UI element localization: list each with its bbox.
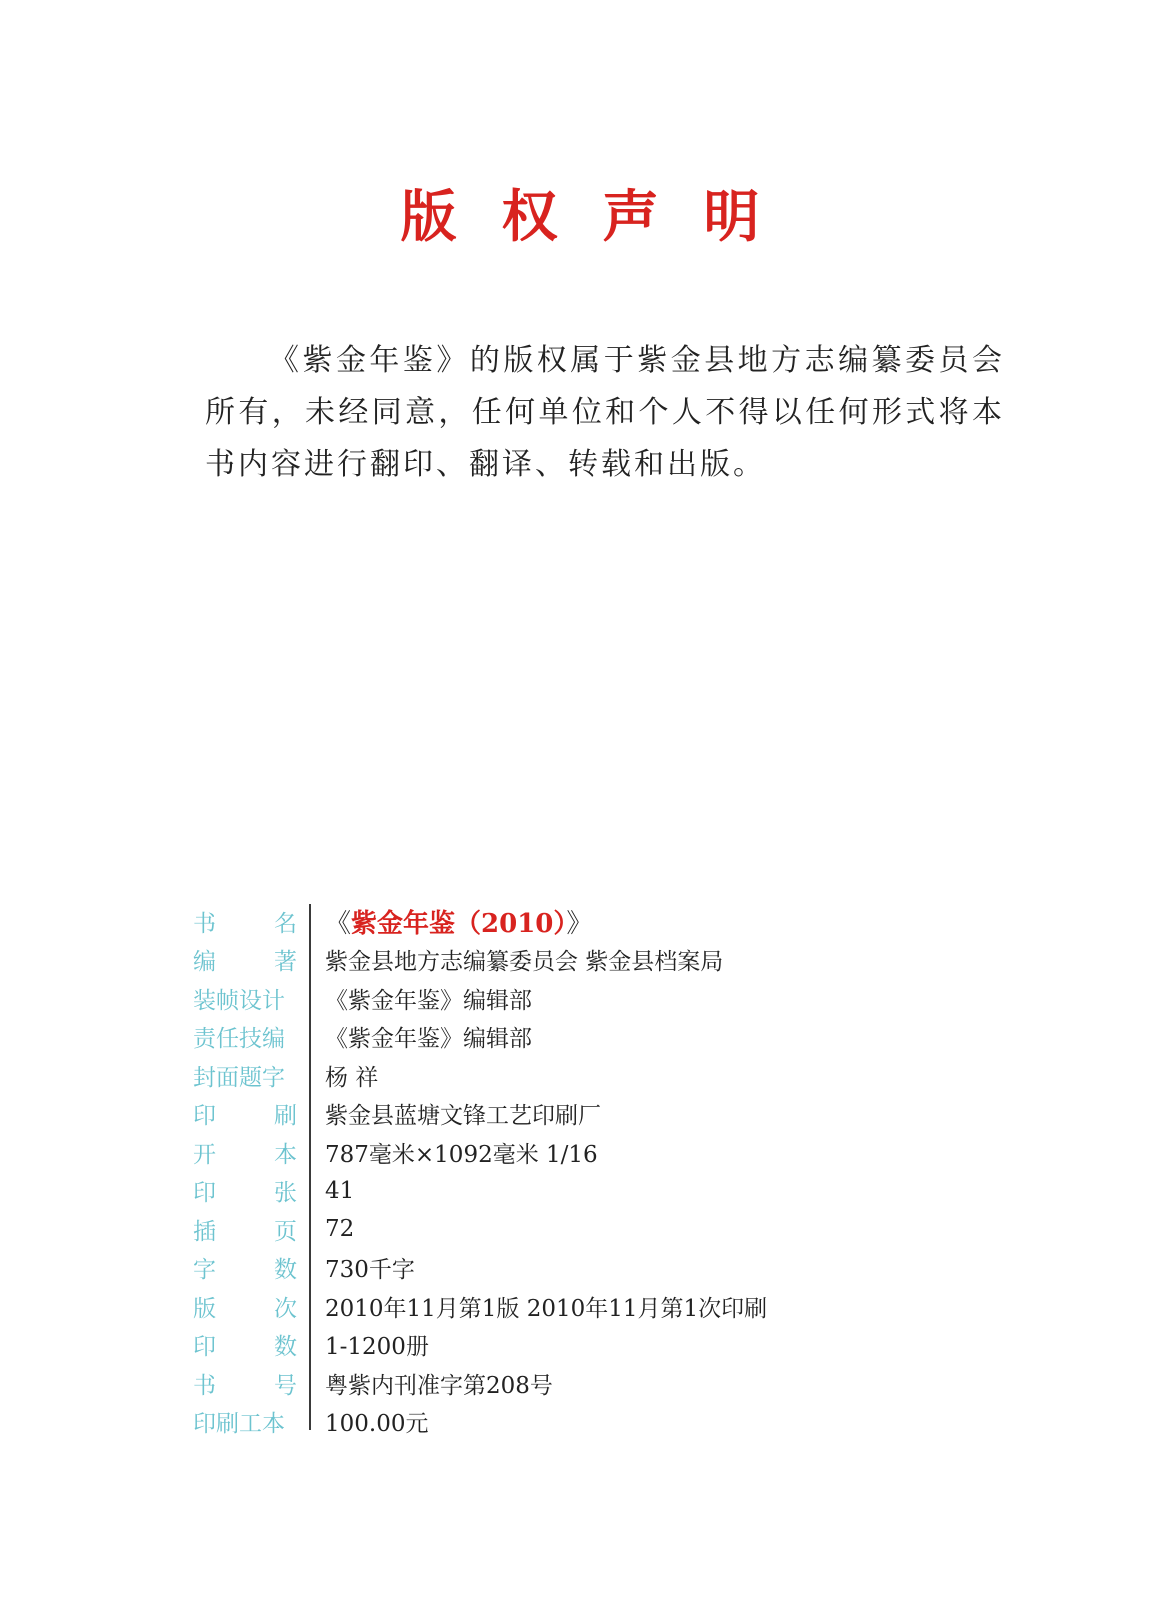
colophon-row-design [193, 979, 953, 1018]
colophon-row-edition [193, 1287, 953, 1326]
colophon-value: 《紫金年鉴》编辑部 [325, 987, 532, 1014]
colophon-value: 730千字 [325, 1257, 415, 1284]
colophon-label: 责任技编 [193, 1026, 285, 1053]
colophon-label: 印 数 [193, 1334, 297, 1361]
colophon-row-sheets [193, 1172, 953, 1211]
statement-paragraph: 《紫金年鉴》的版权属于紫金县地方志编纂委员会所有，未经同意，任何单位和个人不得以任何形式将本书内容进行翻印、翻译、转载和出版。 [205, 343, 1005, 482]
colophon-label: 印刷工本 [193, 1411, 285, 1438]
colophon-value-title: 《紫金年鉴（2010）》 [325, 908, 593, 939]
colophon-row-cover-calligraphy [193, 1056, 953, 1095]
colophon-label: 装帧设计 [193, 987, 285, 1014]
colophon-row-print-run [193, 1326, 953, 1365]
colophon-value: 2010年11月第1版 2010年11月第1次印刷 [325, 1295, 768, 1322]
copyright-statement [205, 335, 1005, 491]
colophon-row-cost [193, 1403, 953, 1442]
colophon-value: 72 [325, 1216, 355, 1243]
colophon-value: 787毫米×1092毫米 1/16 [325, 1141, 598, 1168]
colophon-row-book-number [193, 1364, 953, 1403]
page-title: 版权声明 [400, 184, 805, 250]
colophon-label: 印 刷 [193, 1103, 297, 1130]
colophon-row-format [193, 1133, 953, 1172]
colophon-value: 41 [325, 1177, 355, 1204]
colophon-value: 紫金县地方志编纂委员会 紫金县档案局 [325, 949, 724, 976]
colophon-row-tech-editor [193, 1018, 953, 1057]
colophon-label: 插 页 [193, 1218, 297, 1245]
colophon-row-plates [193, 1210, 953, 1249]
colophon-label: 字 数 [193, 1257, 297, 1284]
colophon-value: 粤紫内刊准字第208号 [325, 1372, 553, 1399]
colophon-value: 100.00元 [325, 1411, 429, 1438]
colophon-row-word-count [193, 1249, 953, 1288]
colophon-label: 书 号 [193, 1372, 297, 1399]
colophon-label: 书 名 [193, 910, 297, 937]
colophon-row-author [193, 941, 953, 980]
colophon-label: 编 著 [193, 949, 297, 976]
colophon-label: 版 次 [193, 1295, 297, 1322]
colophon-value: 《紫金年鉴》编辑部 [325, 1026, 532, 1053]
colophon [193, 902, 953, 1441]
colophon-value: 杨 祥 [325, 1064, 379, 1091]
colophon-divider [309, 904, 311, 1430]
colophon-label: 开 本 [193, 1141, 297, 1168]
colophon-value: 紫金县蓝塘文锋工艺印刷厂 [325, 1103, 601, 1130]
colophon-label: 封面题字 [193, 1064, 285, 1091]
colophon-value: 1-1200册 [325, 1334, 429, 1361]
colophon-label: 印 张 [193, 1180, 297, 1207]
colophon-row-printer [193, 1095, 953, 1134]
colophon-row-title [193, 902, 953, 941]
